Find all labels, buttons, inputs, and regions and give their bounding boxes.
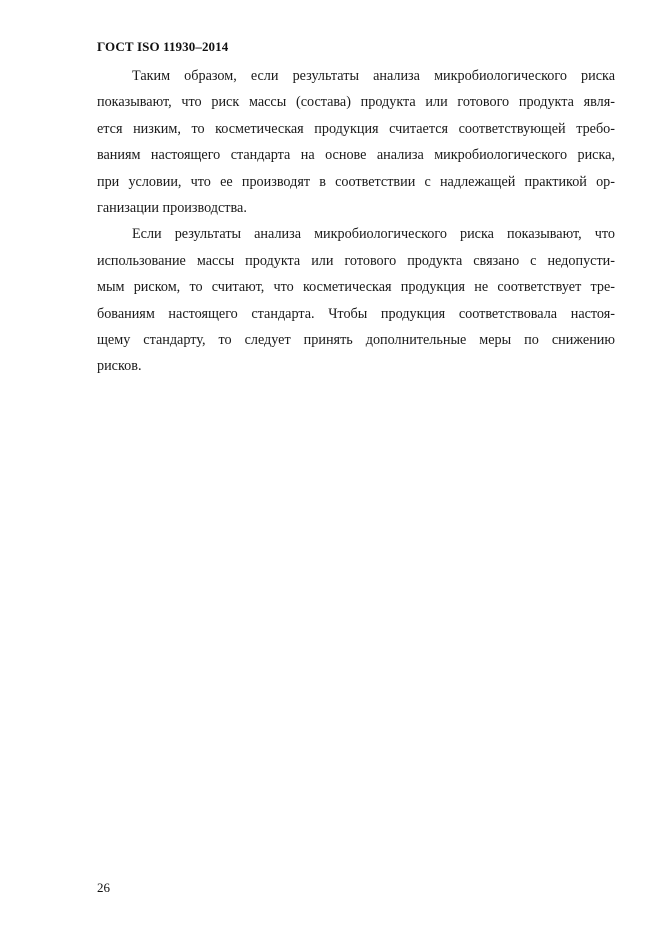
text-line: щему стандарту, то следует принять дополнительные меры по снижению xyxy=(97,331,615,348)
text-line: мым риском, то считают, что косметическая продукция не соответствует тре- xyxy=(97,279,615,296)
body-text xyxy=(97,63,615,380)
text-line: ганизации производства. xyxy=(97,199,247,216)
standard-code-header: ГОСТ ISO 11930–2014 xyxy=(97,39,229,54)
text-line: бованиям настоящего стандарта. Чтобы продукция соответствовала настоя- xyxy=(97,305,615,322)
page-number: 26 xyxy=(97,880,110,895)
text-line: Если результаты анализа микробиологического риска показывают, что xyxy=(132,226,615,243)
text-line: показывают, что риск массы (состава) продукта или готового продукта явля- xyxy=(97,94,615,111)
text-line: ваниям настоящего стандарта на основе анализа микробиологического риска, xyxy=(97,147,615,164)
text-line: рисков. xyxy=(97,358,142,375)
text-line: использование массы продукта или готового продукта связано с недопусти- xyxy=(97,252,615,269)
text-line: при условии, что ее производят в соответствии с надлежащей практикой ор- xyxy=(97,173,615,190)
text-line: ется низким, то косметическая продукция считается соответствующей требо- xyxy=(97,120,615,137)
paragraph-1 xyxy=(97,63,615,221)
paragraph-2 xyxy=(97,221,615,379)
text-line: Таким образом, если результаты анализа микробиологического риска xyxy=(132,68,615,84)
